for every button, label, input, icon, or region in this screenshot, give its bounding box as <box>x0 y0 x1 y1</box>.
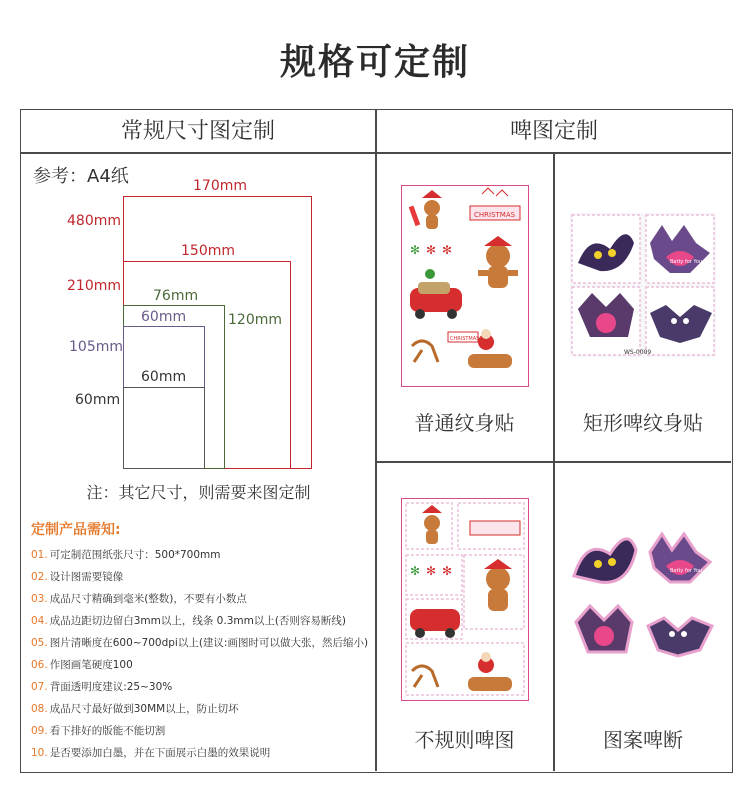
christmas-sticker-sheet <box>401 185 529 387</box>
list-item: 01. 可定制范围纸张尺寸：500*700mm <box>31 549 221 561</box>
dim-150mm: 150mm <box>181 243 235 259</box>
sticker-code: WS-0009 <box>624 349 652 356</box>
page-title: 规格可定制 <box>279 42 470 83</box>
rect-60x60 <box>123 387 205 469</box>
pattern-cut-sheet <box>570 520 716 670</box>
list-item: 04. 成品边距切边留白3mm以上，线条 0.3mm以上(否则容易断线) <box>31 615 347 627</box>
list-item: 03. 成品尺寸精确到毫米(整数)，不要有小数点 <box>31 593 247 605</box>
svg-text:✻: ✻ <box>410 564 421 578</box>
dim-105mm: 105mm <box>69 339 123 355</box>
list-item: 02. 设计图需要镜像 <box>31 571 124 583</box>
christmas-sticker-art <box>402 186 528 386</box>
svg-text:✻: ✻ <box>410 243 421 257</box>
dim-76mm: 76mm <box>153 288 199 304</box>
batty-text-2: Batty for You <box>670 568 703 574</box>
dim-210mm: 210mm <box>67 278 121 294</box>
reference-label: 参考：A4纸 <box>33 166 129 187</box>
svg-text:✻: ✻ <box>442 564 453 578</box>
right-column-header: 啤图定制 <box>509 119 598 144</box>
list-item: 06. 作图画笔硬度100 <box>31 659 133 671</box>
list-item: 09. 看下排好的版能不能切割 <box>31 725 166 737</box>
christmas-banner-text: CHRISTMAS <box>474 211 516 219</box>
batty-text: Batty for You <box>670 259 703 265</box>
svg-text:✻: ✻ <box>426 243 437 257</box>
cell-label-normal: 普通纹身贴 <box>414 411 515 435</box>
svg-text:✻: ✻ <box>442 243 453 257</box>
list-item: 05. 图片清晰度在600~700dpi以上(建议:画图时可以做大张，然后缩小) <box>31 637 369 649</box>
left-column-header: 常规尺寸图定制 <box>120 119 275 144</box>
svg-text:✻: ✻ <box>426 564 437 578</box>
spec-table <box>20 109 733 773</box>
custom-size-note: 注：其它尺寸，则需要来图定制 <box>86 483 311 502</box>
irregular-sticker-art <box>402 499 528 700</box>
dim-170mm: 170mm <box>193 178 247 194</box>
bat-sticker-sheet <box>570 213 716 357</box>
divider-right-middle <box>376 461 731 463</box>
dim-60mm-b: 60mm <box>141 369 187 385</box>
list-item: 08. 成品尺寸最好做到30MM以上，防止切坏 <box>31 703 239 715</box>
dim-60mm-a: 60mm <box>141 309 187 325</box>
bat-sticker-art <box>570 213 716 357</box>
pattern-cut-art <box>570 520 716 670</box>
divider-vertical-main <box>375 110 377 771</box>
dim-120mm: 120mm <box>228 312 282 328</box>
cell-label-rect: 矩形啤纹身贴 <box>583 411 703 435</box>
list-item: 10. 是否要添加白墨，并在下面展示白墨的效果说明 <box>31 747 271 759</box>
dim-60mm-side: 60mm <box>75 392 121 408</box>
cell-label-pattern: 图案啤断 <box>603 728 683 752</box>
sleigh-banner-text: CHRISTMAS <box>450 336 480 342</box>
irregular-sticker-sheet <box>401 498 529 701</box>
list-item: 07. 背面透明度建议:25~30% <box>31 681 173 693</box>
requirements-title: 定制产品需知: <box>31 522 121 538</box>
requirements-list <box>31 544 368 764</box>
dim-480mm: 480mm <box>67 213 121 229</box>
cell-label-irregular: 不规则啤图 <box>414 728 515 752</box>
